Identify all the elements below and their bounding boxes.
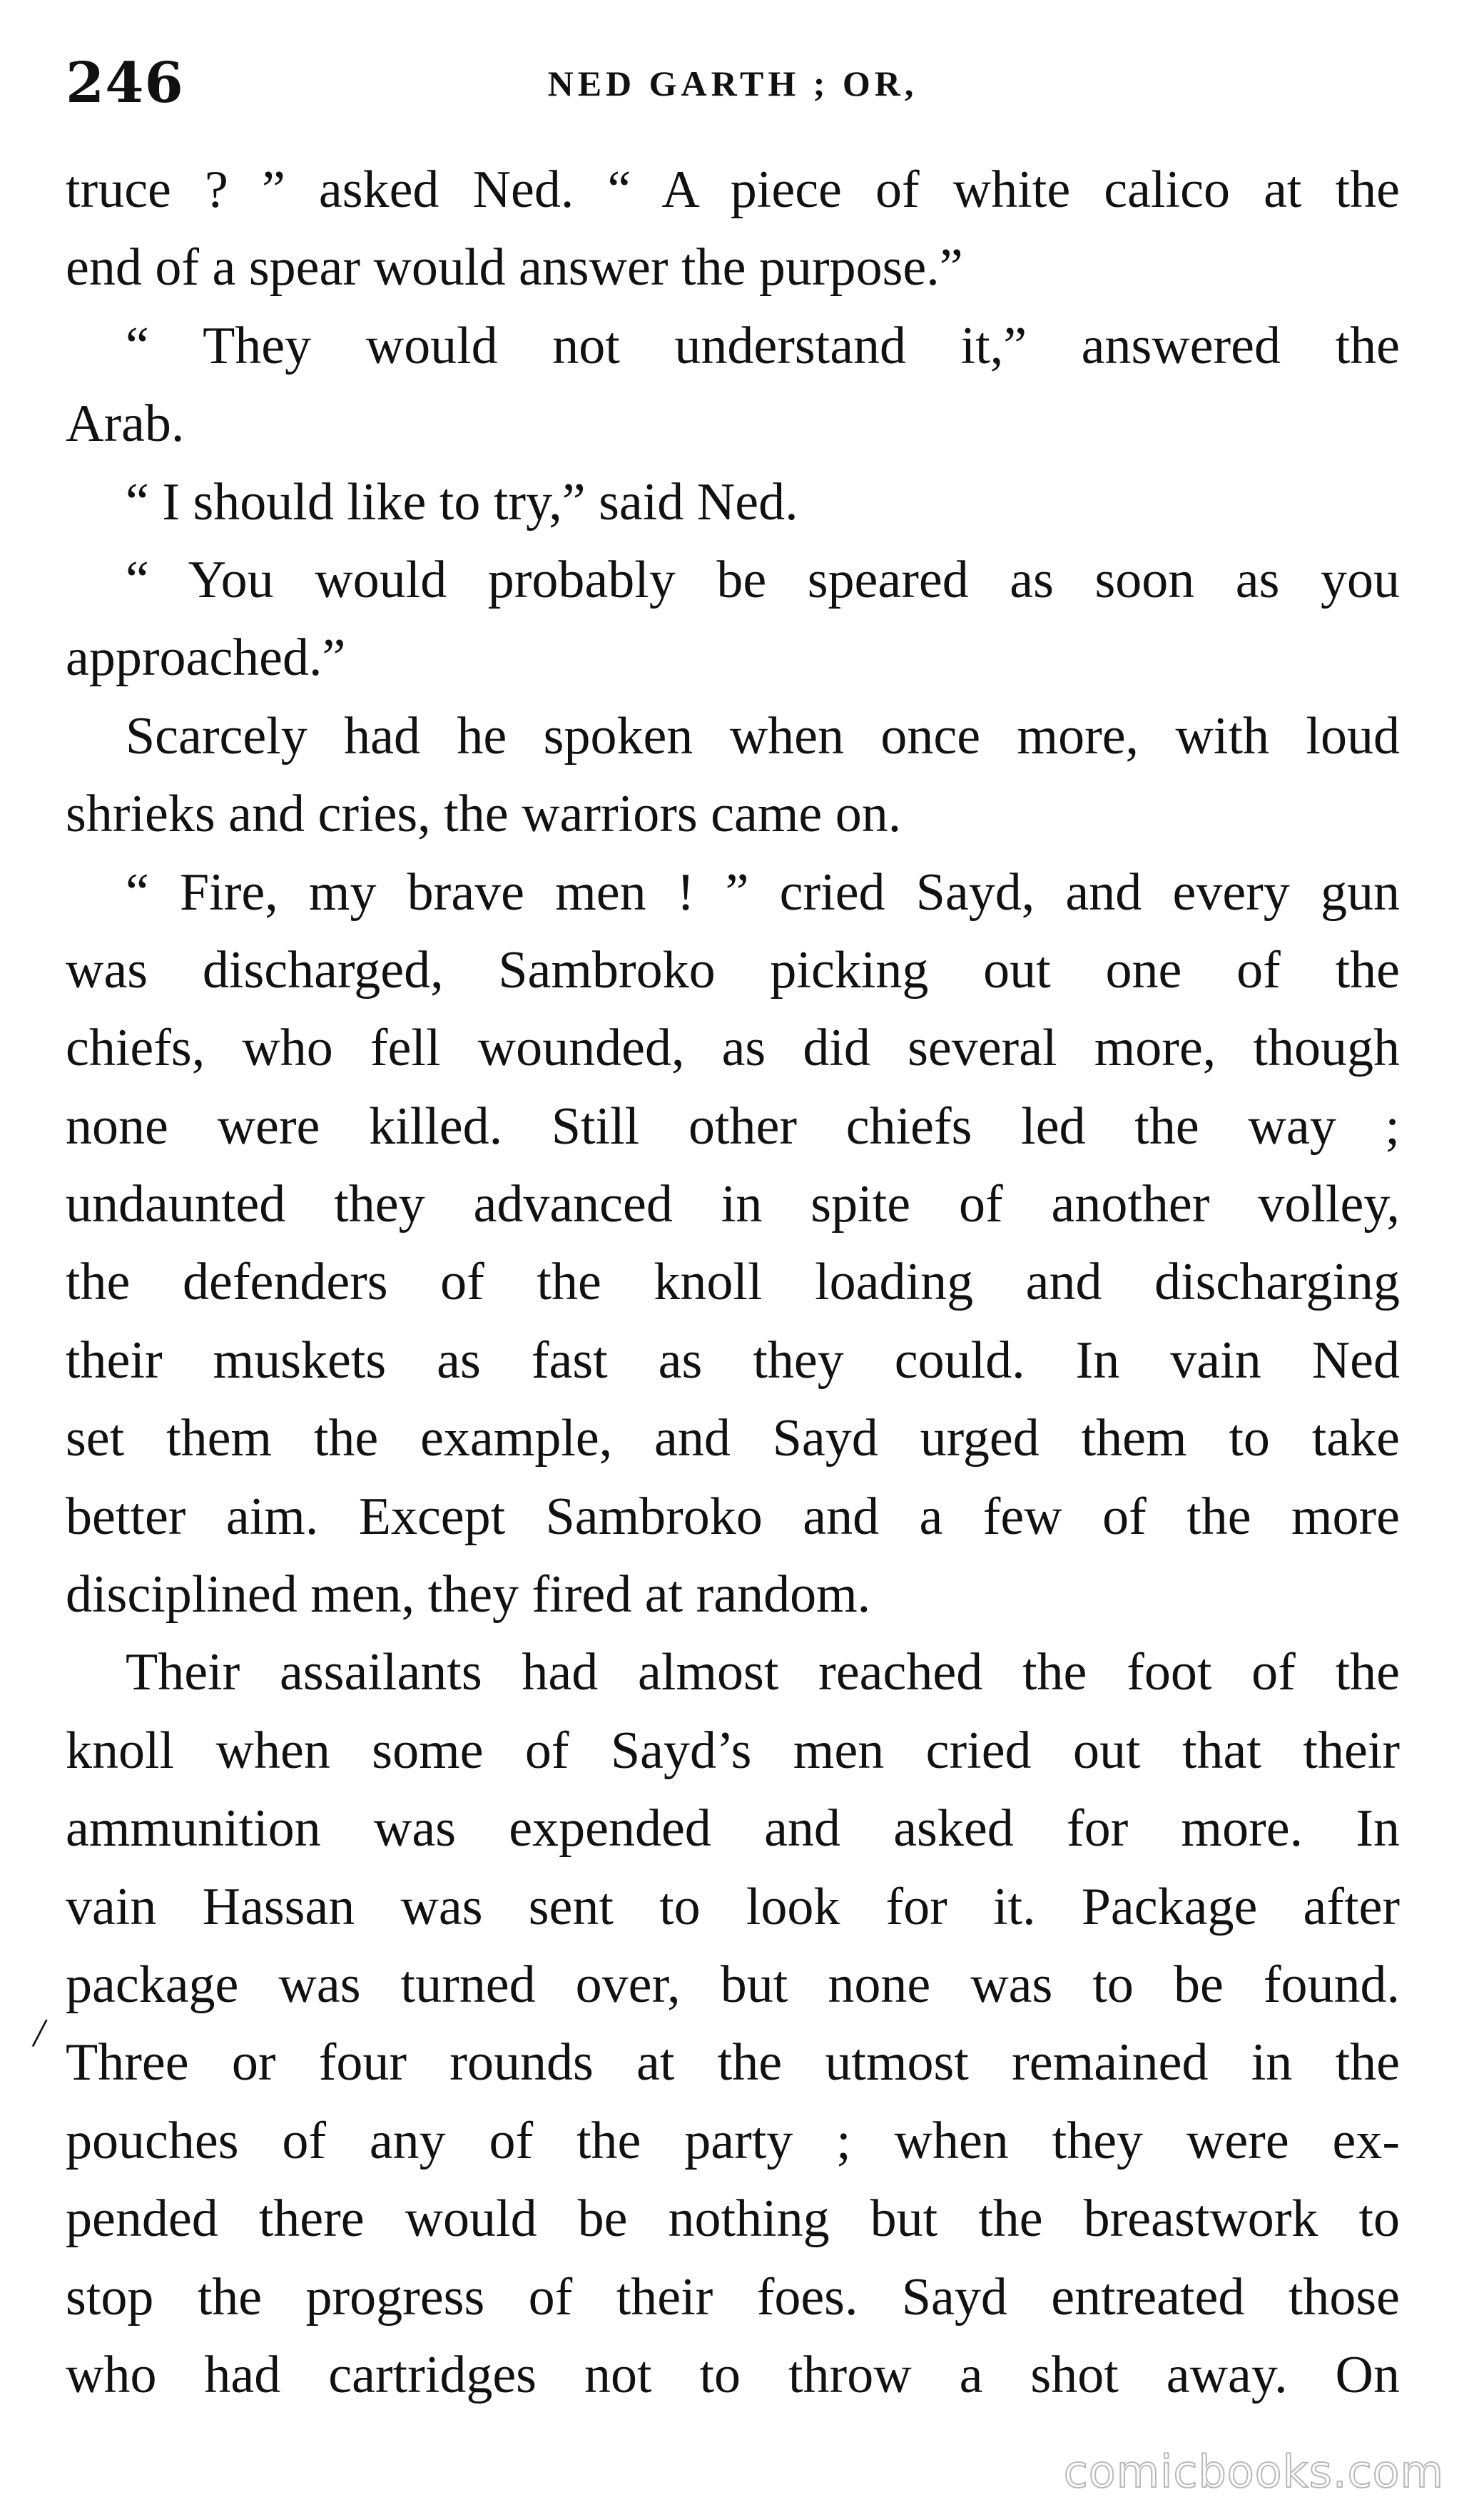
text-line: none were killed. Still other chiefs led the way ; <box>66 1097 1400 1156</box>
text-line: shrieks and cries, the warriors came on. <box>66 785 902 844</box>
running-head <box>66 44 1400 123</box>
text-line: their muskets as fast as they could. In vain Ned <box>66 1331 1400 1390</box>
text-line: undaunted they advanced in spite of another volley, <box>66 1175 1400 1234</box>
text-line: Arab. <box>66 395 185 454</box>
text-line: chiefs, who fell wounded, as did several more, though <box>66 1019 1400 1078</box>
text-line: “ You would probably be speared as soon as you <box>126 550 1400 609</box>
text-line: Their assailants had almost reached the foot of the <box>126 1643 1400 1702</box>
text-line: the defenders of the knoll loading and discharging <box>66 1253 1400 1312</box>
text-line: Scarcely had he spoken when once more, with loud <box>126 706 1400 766</box>
text-line: knoll when some of Sayd’s men cried out that their <box>66 1721 1400 1780</box>
text-line: stop the progress of their foes. Sayd entreated those <box>66 2267 1400 2327</box>
text-line: better aim. Except Sambroko and a few of the more <box>66 1487 1400 1546</box>
text-line: end of a spear would answer the purpose.” <box>66 238 963 298</box>
text-line: “ Fire, my brave men ! ” cried Sayd, and every gun <box>126 863 1400 922</box>
text-line: “ They would not understand it,” answered the <box>126 316 1400 375</box>
running-title: NED GARTH ; OR, <box>547 63 918 103</box>
watermark: comicbooks.com <box>1063 2446 1444 2498</box>
text-line: approached.” <box>66 629 346 688</box>
page-number: 246 <box>66 51 184 116</box>
text-line: ammunition was expended and asked for more. In <box>66 1799 1400 1858</box>
body-text <box>66 151 1400 2414</box>
text-line: was discharged, Sambroko picking out one of the <box>66 940 1400 1000</box>
text-line: vain Hassan was sent to look for it. Package after <box>66 1877 1400 1936</box>
text-line: truce ? ” asked Ned. “ A piece of white calico at the <box>66 161 1400 219</box>
text-line: who had cartridges not to throw a shot away. On <box>66 2345 1400 2404</box>
text-line: Three or four rounds at the utmost remained in the <box>66 2033 1400 2092</box>
text-line: pouches of any of the party ; when they were ex- <box>66 2111 1400 2170</box>
text-line: pended there would be nothing but the breastwork to <box>66 2190 1400 2249</box>
margin-mark: / <box>34 2011 45 2055</box>
text-line: disciplined men, they fired at random. <box>66 1565 871 1624</box>
text-line: set them the example, and Sayd urged them to take <box>66 1409 1400 1468</box>
text-line: package was turned over, but none was to be found. <box>66 1955 1400 2014</box>
text-line: “ I should like to try,” said Ned. <box>126 472 798 532</box>
